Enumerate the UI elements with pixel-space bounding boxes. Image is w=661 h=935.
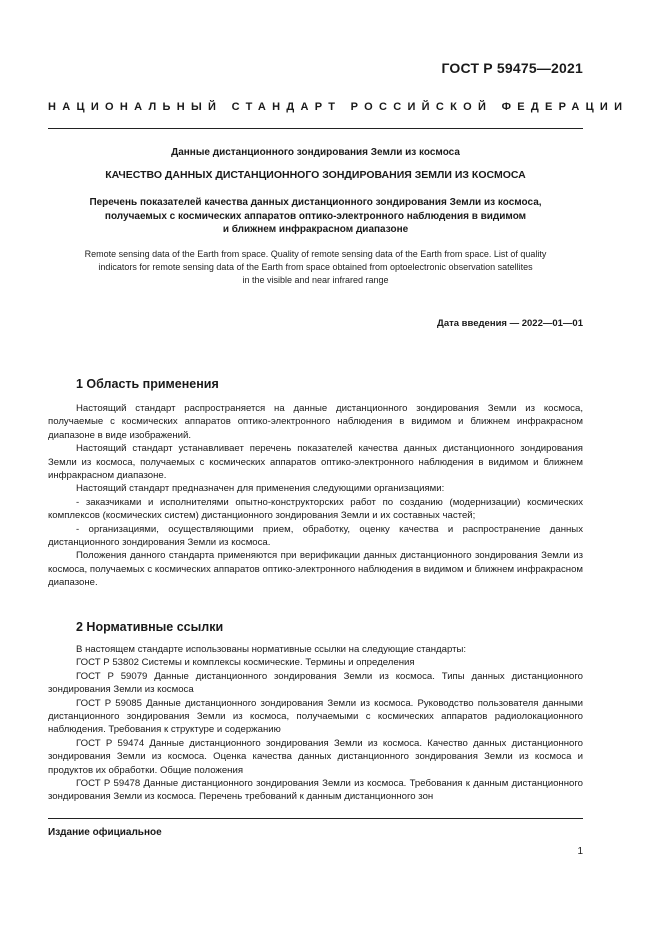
national-standard-banner: НАЦИОНАЛЬНЫЙ СТАНДАРТ РОССИЙСКОЙ ФЕДЕРАЦИИ: [48, 101, 629, 113]
en-title-line: Remote sensing data of the Earth from space. Quality of remote sensing data of the Earth from space. List of quality: [84, 249, 547, 259]
paragraph: ГОСТ Р 59085 Данные дистанционного зондирования Земли из космоса. Руководство пользователя данными дистанционного зондирования Земли из космоса, получаемыми с космических аппаратов радиолокационного наблюдения. Требования к структуре и содержанию: [48, 697, 583, 736]
introduction-date: Дата введения — 2022—01—01: [437, 318, 583, 329]
section-2-heading: 2 Нормативные ссылки: [76, 620, 224, 634]
paragraph: Настоящий стандарт предназначен для применения следующими организациями:: [76, 483, 445, 495]
paragraph: - организациями, осуществляющими прием, обработку, оценку качества и распространение данных дистанционного зондирования Земли из космоса.: [48, 523, 583, 549]
ru-subject-line: и ближнем инфракрасном диапазоне: [222, 224, 409, 235]
ru-title: КАЧЕСТВО ДАННЫХ ДИСТАНЦИОННОГО ЗОНДИРОВАНИЯ ЗЕМЛИ ИЗ КОСМОСА: [105, 169, 526, 181]
en-title-line: indicators for remote sensing data of the Earth from space obtained from optoelectronic observation satellites: [98, 262, 533, 272]
ru-subject-line: получаемых с космических аппаратов оптико-электронного наблюдения в видимом: [104, 210, 527, 222]
section-1-body: [48, 402, 583, 590]
paragraph: Настоящий стандарт устанавливает перечень показателей качества данных дистанционного зондирования Земли из космоса, получаемых с космических аппаратов оптико-электронного наблюдения в видимом и ближнем инфракрасном диапазоне.: [48, 443, 583, 482]
paragraph: ГОСТ Р 59474 Данные дистанционного зондирования Земли из космоса. Качество данных дистанционного зондирования Земли из космоса. Оценка качества данных дистанционного зондирования Земли из космоса и продуктов их обработки. Общие положения: [48, 737, 583, 776]
paragraph: ГОСТ Р 53802 Системы и комплексы космические. Термины и определения: [76, 657, 415, 669]
ru-subject: [48, 196, 583, 237]
header-divider: [48, 128, 583, 129]
paragraph: ГОСТ Р 59478 Данные дистанционного зондирования Земли из космоса. Требования к данным дистанционного зондирования Земли из космоса. Перечень требований к данным дистанционного зон: [48, 778, 583, 803]
en-title-line: in the visible and near infrared range: [242, 275, 389, 285]
paragraph: Настоящий стандарт распространяется на данные дистанционного зондирования Земли из космoса, получаемые с космических аппаратов оптико-электронного наблюдения в видимом и ближнем инфракрасном диапазоне в виде изображений.: [48, 403, 583, 441]
section-1-heading: 1 Область применения: [76, 377, 219, 391]
section-2-body: [48, 643, 583, 804]
en-title: [48, 248, 583, 287]
footer-divider: [48, 818, 583, 819]
page-number: 1: [577, 846, 583, 857]
ru-subtitle: Данные дистанционного зондирования Земли из космоса: [171, 147, 460, 158]
ru-subject-line: Перечень показателей качества данных дистанционного зондирования Земли из космоса,: [89, 197, 542, 208]
official-edition-label: Издание официальное: [48, 827, 162, 838]
document-number: ГОСТ Р 59475—2021: [441, 60, 583, 76]
paragraph: Положения данного стандарта применяются при верификации данных дистанционного зондирования Земли из космоса, получаемых с космических аппаратов оптико-электронного наблюдения в видимом и ближнем инфракрасном диапазоне.: [48, 550, 583, 589]
paragraph: ГОСТ Р 59079 Данные дистанционного зондирования Земли из космоса. Типы данных дистанционного зондирования Земли из космоса: [48, 670, 583, 696]
paragraph: В настоящем стандарте использованы нормативные ссылки на следующие стандарты:: [76, 644, 467, 655]
paragraph: - заказчиками и исполнителями опытно-конструкторских работ по созданию (модернизации) космических комплексов (космических систем) дистанционного зондирования Земли и их составных частей;: [48, 496, 583, 522]
